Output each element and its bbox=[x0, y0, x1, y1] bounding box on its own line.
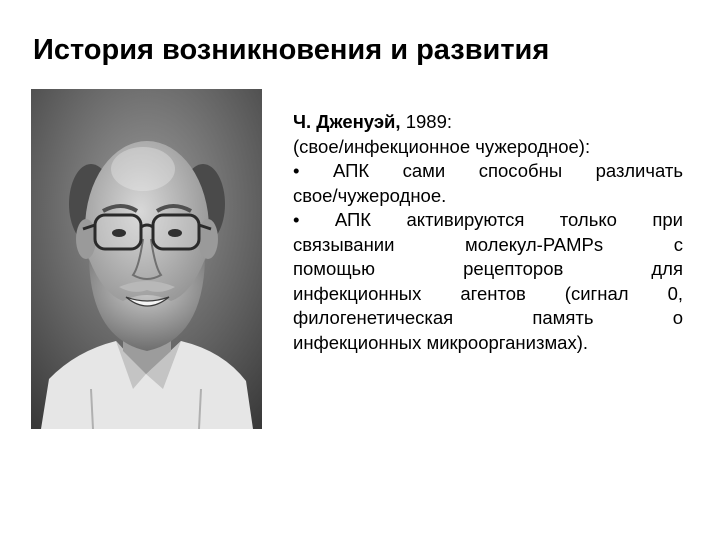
text-line: инфекционных агентов (сигнал 0, bbox=[293, 282, 683, 304]
person-photo-icon bbox=[31, 89, 262, 429]
text-line: • АПК сами способны различать bbox=[293, 160, 683, 181]
text-line-author bbox=[293, 110, 683, 135]
body-text bbox=[293, 110, 683, 355]
slide-title: История возникновения и развития bbox=[33, 34, 550, 66]
author-name: Ч. Дженуэй, bbox=[293, 111, 401, 132]
text-line: • АПК активируются только при bbox=[293, 209, 683, 230]
text-line: филогенетическая память о bbox=[293, 307, 683, 328]
text-line: связывании молекул-PAMPs с bbox=[293, 233, 683, 255]
text-line: инфекционных микроорганизмах). bbox=[293, 331, 589, 353]
text-line: свое/чужеродное. bbox=[293, 184, 447, 206]
portrait-photo bbox=[31, 89, 262, 429]
text-line: (свое/инфекционное чужеродное): bbox=[293, 135, 591, 157]
text-line: помощью рецепторов для bbox=[293, 258, 683, 279]
author-year: 1989: bbox=[400, 111, 453, 132]
